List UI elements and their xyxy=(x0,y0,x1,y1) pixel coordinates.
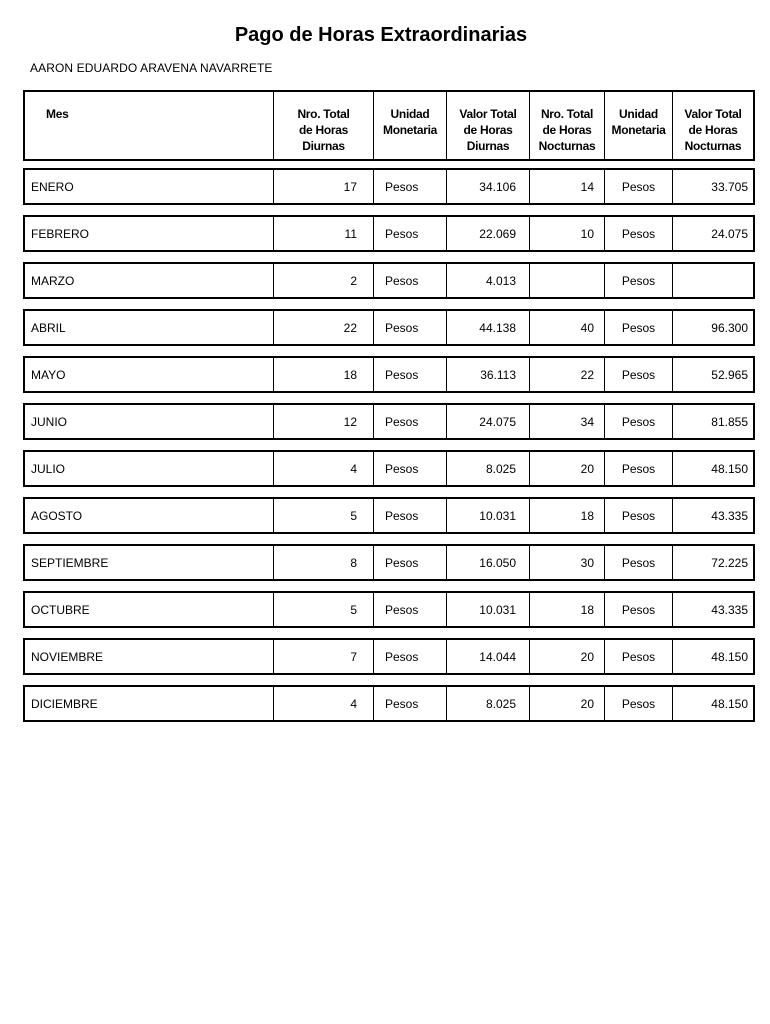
cell-nro-nocturnas: 40 xyxy=(530,311,605,344)
cell-nro-nocturnas: 30 xyxy=(530,546,605,579)
report-title: Pago de Horas Extraordinarias xyxy=(234,24,528,46)
cell-unidad-nocturnas: Pesos xyxy=(605,640,673,673)
cell-nro-diurnas: 11 xyxy=(274,217,374,250)
cell-nro-nocturnas: 18 xyxy=(530,499,605,532)
cell-nro-nocturnas: 34 xyxy=(530,405,605,438)
cell-unidad-nocturnas: Pesos xyxy=(605,452,673,485)
cell-nro-nocturnas: 22 xyxy=(530,358,605,391)
cell-mes: OCTUBRE xyxy=(25,593,274,626)
cell-unidad-diurnas: Pesos xyxy=(374,593,447,626)
cell-nro-diurnas: 12 xyxy=(274,405,374,438)
cell-valor-diurnas: 22.069 xyxy=(447,217,530,250)
table-header xyxy=(23,90,755,161)
header-mes: Mes xyxy=(25,92,274,159)
cell-nro-diurnas: 7 xyxy=(274,640,374,673)
header-unidad-nocturnas: Unidad Monetaria xyxy=(605,92,673,159)
cell-nro-nocturnas xyxy=(530,264,605,297)
table-row xyxy=(23,356,755,393)
cell-unidad-nocturnas: Pesos xyxy=(605,358,673,391)
cell-nro-nocturnas: 20 xyxy=(530,687,605,720)
cell-unidad-nocturnas: Pesos xyxy=(605,499,673,532)
cell-unidad-nocturnas: Pesos xyxy=(605,405,673,438)
cell-valor-diurnas: 34.106 xyxy=(447,170,530,203)
cell-unidad-diurnas: Pesos xyxy=(374,217,447,250)
cell-unidad-nocturnas: Pesos xyxy=(605,687,673,720)
cell-unidad-diurnas: Pesos xyxy=(374,264,447,297)
cell-nro-diurnas: 18 xyxy=(274,358,374,391)
cell-valor-diurnas: 16.050 xyxy=(447,546,530,579)
cell-valor-diurnas: 24.075 xyxy=(447,405,530,438)
cell-nro-diurnas: 4 xyxy=(274,687,374,720)
cell-mes: DICIEMBRE xyxy=(25,687,274,720)
table-row xyxy=(23,309,755,346)
cell-valor-diurnas: 10.031 xyxy=(447,593,530,626)
cell-nro-nocturnas: 20 xyxy=(530,640,605,673)
cell-mes: ENERO xyxy=(25,170,274,203)
cell-unidad-diurnas: Pesos xyxy=(374,640,447,673)
cell-valor-diurnas: 36.113 xyxy=(447,358,530,391)
cell-nro-diurnas: 17 xyxy=(274,170,374,203)
table-row xyxy=(23,638,755,675)
header-valor-diurnas: Valor Total de Horas Diurnas xyxy=(447,92,530,159)
cell-valor-nocturnas: 43.335 xyxy=(711,602,748,617)
cell-nro-nocturnas: 20 xyxy=(530,452,605,485)
cell-valor-nocturnas: 33.705 xyxy=(711,179,748,194)
cell-valor-nocturnas: 43.335 xyxy=(711,508,748,523)
cell-valor-nocturnas: 48.150 xyxy=(711,461,748,476)
cell-nro-diurnas: 22 xyxy=(274,311,374,344)
cell-unidad-diurnas: Pesos xyxy=(374,358,447,391)
cell-unidad-nocturnas: Pesos xyxy=(605,264,673,297)
cell-valor-diurnas: 8.025 xyxy=(447,687,530,720)
cell-nro-diurnas: 5 xyxy=(274,499,374,532)
cell-unidad-nocturnas: Pesos xyxy=(605,217,673,250)
cell-valor-nocturnas: 72.225 xyxy=(711,555,748,570)
header-nro-diurnas: Nro. Total de Horas Diurnas xyxy=(274,92,374,159)
cell-unidad-diurnas: Pesos xyxy=(374,546,447,579)
cell-unidad-diurnas: Pesos xyxy=(374,499,447,532)
cell-mes: MARZO xyxy=(25,264,274,297)
cell-unidad-diurnas: Pesos xyxy=(374,687,447,720)
cell-unidad-diurnas: Pesos xyxy=(374,170,447,203)
table-row xyxy=(23,685,755,722)
cell-valor-nocturnas: 81.855 xyxy=(711,414,748,429)
cell-nro-nocturnas: 18 xyxy=(530,593,605,626)
cell-unidad-nocturnas: Pesos xyxy=(605,170,673,203)
cell-valor-nocturnas: 48.150 xyxy=(711,696,748,711)
header-unidad-diurnas: Unidad Monetaria xyxy=(374,92,447,159)
cell-valor-diurnas: 10.031 xyxy=(447,499,530,532)
cell-mes: MAYO xyxy=(25,358,274,391)
table-row xyxy=(23,403,755,440)
table-row xyxy=(23,450,755,487)
cell-unidad-nocturnas: Pesos xyxy=(605,311,673,344)
header-nro-nocturnas: Nro. Total de Horas Nocturnas xyxy=(530,92,605,159)
table-row xyxy=(23,591,755,628)
cell-unidad-diurnas: Pesos xyxy=(374,405,447,438)
employee-name: AARON EDUARDO ARAVENA NAVARRETE xyxy=(30,61,273,75)
table-row xyxy=(23,168,755,205)
cell-valor-nocturnas: 24.075 xyxy=(711,226,748,241)
cell-mes: FEBRERO xyxy=(25,217,274,250)
cell-mes: JUNIO xyxy=(25,405,274,438)
cell-mes: ABRIL xyxy=(25,311,274,344)
cell-nro-diurnas: 5 xyxy=(274,593,374,626)
cell-nro-diurnas: 2 xyxy=(274,264,374,297)
cell-valor-diurnas: 14.044 xyxy=(447,640,530,673)
table-row xyxy=(23,215,755,252)
cell-unidad-nocturnas: Pesos xyxy=(605,546,673,579)
cell-nro-nocturnas: 10 xyxy=(530,217,605,250)
cell-mes: SEPTIEMBRE xyxy=(25,546,274,579)
table-row xyxy=(23,544,755,581)
cell-valor-nocturnas: 48.150 xyxy=(711,649,748,664)
cell-unidad-diurnas: Pesos xyxy=(374,311,447,344)
cell-valor-nocturnas xyxy=(673,264,753,297)
cell-nro-diurnas: 4 xyxy=(274,452,374,485)
cell-valor-nocturnas: 96.300 xyxy=(711,320,748,335)
header-valor-nocturnas: Valor Total de Horas Nocturnas xyxy=(684,107,742,153)
table-row xyxy=(23,262,755,299)
cell-unidad-diurnas: Pesos xyxy=(374,452,447,485)
cell-mes: JULIO xyxy=(25,452,274,485)
cell-mes: NOVIEMBRE xyxy=(25,640,274,673)
table-row xyxy=(23,497,755,534)
cell-valor-nocturnas: 52.965 xyxy=(711,367,748,382)
cell-valor-diurnas: 4.013 xyxy=(447,264,530,297)
cell-mes: AGOSTO xyxy=(25,499,274,532)
cell-valor-diurnas: 8.025 xyxy=(447,452,530,485)
cell-nro-nocturnas: 14 xyxy=(530,170,605,203)
cell-nro-diurnas: 8 xyxy=(274,546,374,579)
cell-valor-diurnas: 44.138 xyxy=(447,311,530,344)
cell-unidad-nocturnas: Pesos xyxy=(605,593,673,626)
